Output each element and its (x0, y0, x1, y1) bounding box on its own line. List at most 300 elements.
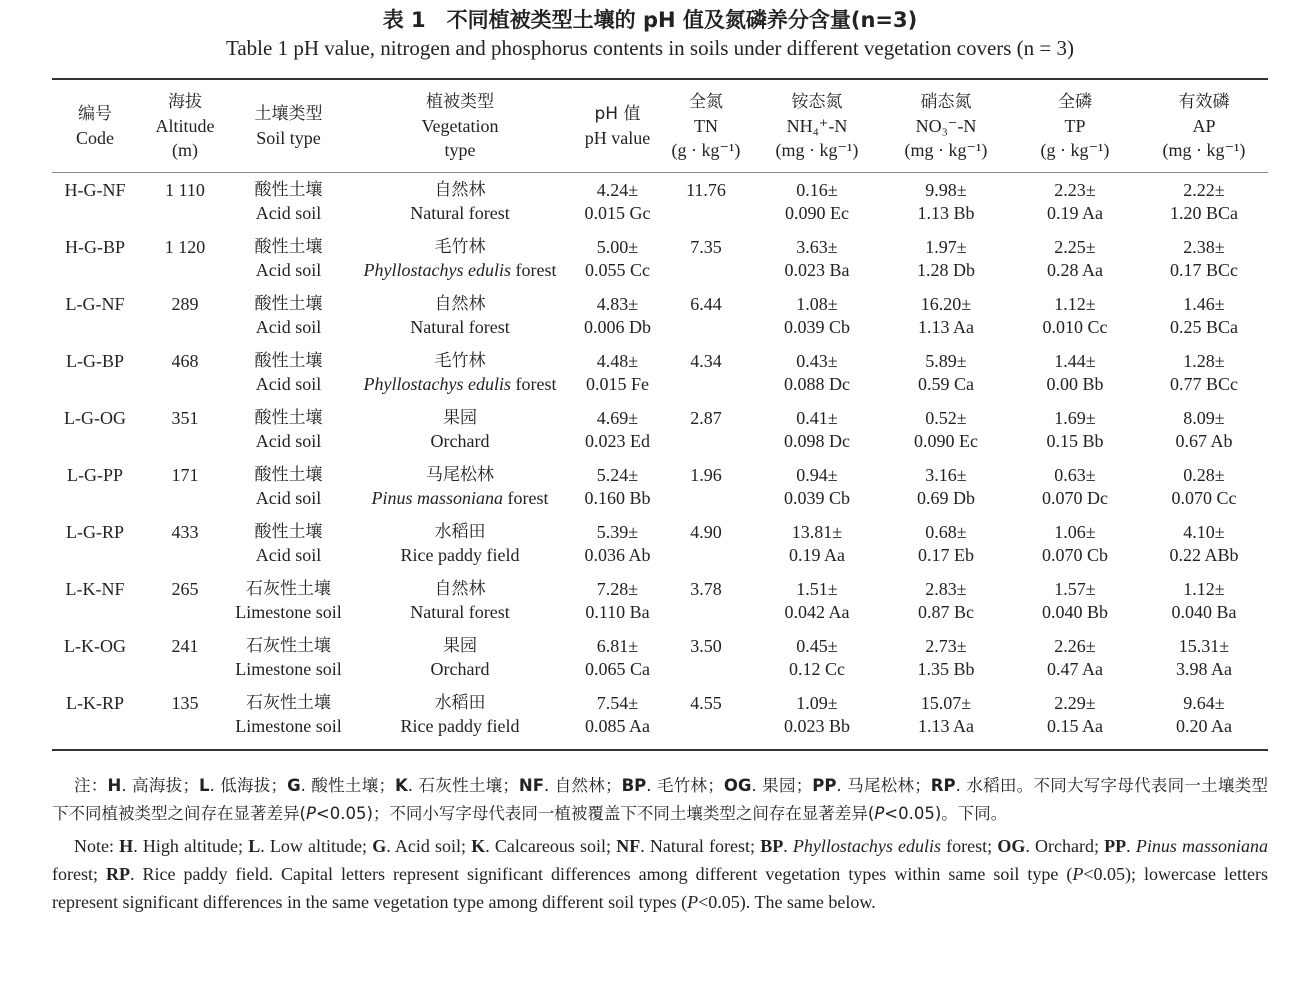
cell-ap1: 8.09± (1183, 408, 1225, 428)
cell-nh2: 0.088 Dc (784, 374, 850, 394)
cell-no1: 1.97± (925, 237, 967, 257)
vegetation-en (345, 316, 575, 339)
table-cell (1140, 236, 1268, 293)
cell-tn: 4.90 (690, 522, 722, 542)
table-cell (345, 407, 575, 464)
cell-code: H-G-NF (64, 180, 126, 200)
cell-code: L-G-OG (64, 408, 126, 428)
cell-alt: 265 (171, 579, 199, 599)
table-cell (882, 464, 1010, 521)
vegetation-cn: 自然林 (434, 579, 486, 599)
cell-soil_cn: 酸性土壤 (254, 465, 323, 485)
column-header (882, 80, 1010, 172)
vegetation-en-text: forest (511, 374, 557, 394)
table-cell (232, 635, 345, 692)
cell-nh1: 0.45± (796, 636, 838, 656)
vegetation-en-text: Rice paddy field (400, 545, 520, 565)
cell-ap1: 2.22± (1183, 180, 1225, 200)
cell-no1: 2.83± (925, 579, 967, 599)
note-segment: Note: (74, 836, 120, 856)
cell-ph2: 0.036 Ab (584, 545, 651, 565)
vegetation-en-text: Natural forest (410, 602, 510, 622)
table-cell (660, 521, 752, 578)
column-header (1140, 80, 1268, 172)
note-segment: P (687, 892, 699, 912)
cell-no2: 1.28 Db (917, 260, 975, 280)
cell-ph1: 4.48± (596, 351, 639, 371)
cell-tp1: 1.12± (1054, 294, 1096, 314)
table-cell (52, 464, 138, 521)
cell-soil_cn: 石灰性土壤 (246, 693, 331, 713)
note-segment: K (471, 836, 486, 856)
table-cell (1010, 635, 1140, 692)
note-segment: BP (621, 776, 647, 795)
bottom-rule (52, 749, 1268, 751)
vegetation-en-text: Orchard (430, 431, 490, 451)
cell-ap2: 0.22 ABb (1169, 545, 1239, 565)
vegetation-cn: 毛竹林 (434, 237, 486, 257)
cell-no1: 5.89± (925, 351, 967, 371)
cell-no2: 1.13 Bb (917, 203, 975, 223)
table-cell (232, 173, 345, 236)
table-row (52, 173, 1268, 236)
table-cell (232, 521, 345, 578)
cell-ap1: 9.64± (1183, 693, 1225, 713)
table-cell (1010, 521, 1140, 578)
column-header (752, 80, 882, 172)
header-cn: 铵态氮 (791, 92, 843, 112)
table-cell (1140, 350, 1268, 407)
cell-tp2: 0.010 Cc (1042, 317, 1108, 337)
cell-no1: 0.68± (925, 522, 967, 542)
table-cell (575, 578, 660, 635)
note-segment: . (1126, 836, 1136, 856)
cell-no1: 2.73± (925, 636, 967, 656)
table-cell (1010, 692, 1140, 749)
table-cell (52, 293, 138, 350)
table-cell (232, 350, 345, 407)
cell-tn: 2.87 (690, 408, 722, 428)
table-cell (345, 293, 575, 350)
cell-tp1: 2.25± (1054, 237, 1096, 257)
table-cell (138, 464, 232, 521)
cell-soil_cn: 酸性土壤 (254, 237, 323, 257)
note-segment: OG (723, 776, 752, 795)
species-name: Phyllostachys edulis (363, 374, 511, 394)
cell-soil_en: Acid soil (255, 374, 322, 394)
cell-tp1: 2.26± (1054, 636, 1096, 656)
cell-soil_cn: 石灰性土壤 (246, 636, 331, 656)
cell-nh2: 0.023 Bb (783, 716, 850, 736)
species-name: Pinus massoniana (371, 488, 504, 508)
cell-ph1: 4.24± (596, 180, 639, 200)
cell-alt: 171 (171, 465, 199, 485)
table-cell (575, 692, 660, 749)
cell-no2: 0.090 Ec (914, 431, 978, 451)
note-segment: . 自然林； (543, 776, 622, 795)
cell-no2: 0.69 Db (917, 488, 975, 508)
vegetation-en-text: forest (511, 260, 557, 280)
table-cell (575, 293, 660, 350)
header-en: Soil type (256, 128, 321, 148)
table-cell (138, 635, 232, 692)
column-header (575, 80, 660, 172)
cell-alt: 289 (171, 294, 199, 314)
column-header (138, 80, 232, 172)
vegetation-en (345, 601, 575, 624)
table-cell (138, 173, 232, 236)
note-segment: . 毛竹林； (646, 776, 724, 795)
cell-no2: 1.35 Bb (917, 659, 975, 679)
column-header (345, 80, 575, 172)
cell-ap1: 1.46± (1183, 294, 1225, 314)
cell-tp1: 0.63± (1054, 465, 1096, 485)
cell-tp1: 1.44± (1054, 351, 1096, 371)
cell-ph2: 0.055 Cc (585, 260, 650, 280)
vegetation-en (345, 202, 575, 225)
table-cell (752, 635, 882, 692)
cell-tp2: 0.15 Bb (1046, 431, 1104, 451)
note-segment: K (394, 776, 408, 795)
column-header (232, 80, 345, 172)
cell-ap1: 15.31± (1178, 636, 1230, 656)
cell-ph2: 0.015 Fe (586, 374, 649, 394)
cell-nh1: 1.08± (796, 294, 838, 314)
note-segment: . (783, 836, 793, 856)
cell-alt: 1 120 (164, 237, 206, 257)
header-cn: 植被类型 (426, 92, 494, 112)
table-cell (232, 293, 345, 350)
cell-tp2: 0.47 Aa (1047, 659, 1103, 679)
note-segment: NF (518, 776, 544, 795)
cell-nh1: 1.51± (796, 579, 838, 599)
cell-ph1: 6.81± (596, 636, 639, 656)
cell-soil_cn: 酸性土壤 (254, 294, 323, 314)
table-cell (752, 173, 882, 236)
note-segment: . Rice paddy field. Capital letters represent significant differences among different vegetation types within same soil type ( (130, 864, 1073, 884)
vegetation-en (345, 658, 575, 681)
cell-tn: 4.55 (690, 693, 722, 713)
cell-no2: 1.13 Aa (918, 317, 974, 337)
cell-tn: 3.50 (690, 636, 722, 656)
vegetation-cn: 水稻田 (434, 693, 486, 713)
cell-soil_en: Acid soil (255, 431, 322, 451)
vegetation-cn: 毛竹林 (434, 351, 486, 371)
data-table (52, 78, 1268, 751)
note-segment: . 石灰性土壤； (407, 776, 519, 795)
header-cn: 硝态氮 (920, 92, 972, 112)
note-segment: 注： (74, 776, 108, 795)
table-cell (575, 635, 660, 692)
column-header (52, 80, 138, 172)
cell-ph2: 0.023 Ed (585, 431, 650, 451)
table-cell (138, 521, 232, 578)
cell-alt: 1 110 (165, 180, 205, 200)
note-segment: G (287, 776, 301, 795)
vegetation-en-text: Natural forest (410, 317, 510, 337)
cell-code: L-G-PP (66, 465, 123, 485)
table-cell (232, 236, 345, 293)
note-segment: . 低海拔； (209, 776, 288, 795)
vegetation-cn: 果园 (443, 408, 477, 428)
cell-soil_cn: 酸性土壤 (254, 522, 323, 542)
vegetation-en-text: Natural forest (410, 203, 510, 223)
table-cell (1140, 293, 1268, 350)
table-cell (575, 173, 660, 236)
table-cell (345, 464, 575, 521)
cell-ap2: 0.070 Cc (1171, 488, 1237, 508)
vegetation-en (345, 259, 575, 282)
cell-alt: 468 (171, 351, 199, 371)
table-row (52, 692, 1268, 749)
vegetation-cn: 果园 (443, 636, 477, 656)
table-cell (660, 350, 752, 407)
cell-ap2: 0.20 Aa (1176, 716, 1232, 736)
table-cell (752, 521, 882, 578)
header-cn: 全氮 (689, 92, 723, 112)
cell-no1: 0.52± (925, 408, 967, 428)
table-row (52, 578, 1268, 635)
cell-soil_en: Limestone soil (235, 602, 342, 622)
table-cell (52, 521, 138, 578)
table-cell (752, 692, 882, 749)
cell-tp1: 1.69± (1054, 408, 1096, 428)
table-cell (1010, 293, 1140, 350)
note-segment: . Low altitude; (260, 836, 373, 856)
header-cn: 海拔 (168, 92, 202, 112)
note-segment: Phyllostachys edulis (792, 836, 942, 856)
cell-alt: 351 (171, 408, 199, 428)
note-segment: NF (616, 836, 641, 856)
note-segment: <0.05)；不同小写字母代表同一植被覆盖下不同土壤类型之间存在显著差异( (315, 804, 875, 823)
table-cell (138, 236, 232, 293)
cell-tp2: 0.15 Aa (1047, 716, 1103, 736)
cell-no2: 0.87 Bc (918, 602, 974, 622)
table-cell (52, 236, 138, 293)
note-segment: forest; (941, 836, 998, 856)
table-cell (345, 350, 575, 407)
cell-nh1: 13.81± (791, 522, 843, 542)
vegetation-cn: 自然林 (434, 294, 486, 314)
cell-nh1: 0.41± (796, 408, 838, 428)
cell-ph1: 7.54± (596, 693, 639, 713)
header-unit: (mg · kg⁻¹) (1162, 140, 1246, 160)
table-cell (52, 578, 138, 635)
cell-tp2: 0.040 Bb (1041, 602, 1108, 622)
table-cell (138, 692, 232, 749)
header-cn: 全磷 (1058, 92, 1092, 112)
table-cell (345, 521, 575, 578)
table-cell (882, 407, 1010, 464)
cell-soil_en: Acid soil (255, 260, 322, 280)
table-cell (52, 173, 138, 236)
cell-nh2: 0.19 Aa (789, 545, 845, 565)
cell-nh1: 0.94± (796, 465, 838, 485)
table-cell (138, 578, 232, 635)
table-cell (660, 293, 752, 350)
vegetation-en (345, 430, 575, 453)
table-cell (345, 236, 575, 293)
table-cell (52, 350, 138, 407)
note-segment: . 高海拔； (121, 776, 199, 795)
note-segment: G (372, 836, 387, 856)
table-cell (752, 293, 882, 350)
table-cell (1010, 407, 1140, 464)
cell-no2: 0.59 Ca (918, 374, 974, 394)
table-cell (882, 692, 1010, 749)
cell-tp1: 1.57± (1054, 579, 1096, 599)
header-cn: 有效磷 (1178, 92, 1230, 112)
cell-no1: 16.20± (920, 294, 972, 314)
table-cell (752, 578, 882, 635)
cell-soil_en: Acid soil (255, 545, 322, 565)
note-cn (52, 772, 1268, 828)
cell-nh1: 1.09± (796, 693, 838, 713)
cell-ap2: 0.77 BCc (1169, 374, 1238, 394)
vegetation-en-text: forest (503, 488, 549, 508)
table-cell (1140, 464, 1268, 521)
table-title-cn: 表 1 不同植被类型土壤的 pH 值及氮磷养分含量(n=3) (382, 8, 918, 32)
table-cell (660, 407, 752, 464)
cell-code: L-K-RP (66, 693, 124, 713)
note-segment: . Calcareous soil; (485, 836, 617, 856)
table-cell (138, 293, 232, 350)
cell-ap1: 2.38± (1183, 237, 1225, 257)
cell-no2: 1.13 Aa (918, 716, 974, 736)
cell-tp1: 1.06± (1054, 522, 1096, 542)
table-title-en: Table 1 pH value, nitrogen and phosphorus contents in soils under different vegetation covers (n = 3) (225, 36, 1075, 60)
table-cell (345, 692, 575, 749)
header-unit: (g · kg⁻¹) (1040, 140, 1110, 160)
note-segment: . Natural forest; (640, 836, 761, 856)
note-segment: <0.05). The same below. (698, 892, 876, 912)
header-en: NH₄⁺-N (786, 116, 848, 136)
cell-no2: 0.17 Eb (918, 545, 974, 565)
note-segment: RP (930, 776, 956, 795)
header-cn: pH 值 (594, 104, 641, 124)
header-unit: (mg · kg⁻¹) (775, 140, 859, 160)
cell-code: L-K-NF (65, 579, 125, 599)
note-segment: . Acid soil; (386, 836, 472, 856)
cell-soil_en: Acid soil (255, 203, 322, 223)
cell-tn: 1.96 (690, 465, 722, 485)
cell-tp2: 0.070 Cb (1041, 545, 1108, 565)
note-segment: Pinus massoniana (1135, 836, 1269, 856)
header-unit: type (444, 140, 476, 160)
vegetation-en (345, 544, 575, 567)
note-segment: forest; (52, 864, 107, 884)
cell-ph2: 0.160 Bb (584, 488, 651, 508)
table-cell (1010, 236, 1140, 293)
table-cell (882, 578, 1010, 635)
vegetation-en-text: Orchard (430, 659, 490, 679)
table-cell (52, 692, 138, 749)
table-cell (575, 407, 660, 464)
header-cn: 编号 (78, 104, 112, 124)
cell-ph2: 0.015 Gc (584, 203, 651, 223)
note-segment: . High altitude; (133, 836, 249, 856)
cell-no1: 15.07± (920, 693, 972, 713)
table-row (52, 635, 1268, 692)
table-cell (138, 350, 232, 407)
note-segment: . 马尾松林； (836, 776, 931, 795)
table-cell (52, 635, 138, 692)
vegetation-en-text: Rice paddy field (400, 716, 520, 736)
cell-soil_cn: 石灰性土壤 (246, 579, 331, 599)
cell-ph2: 0.085 Aa (585, 716, 650, 736)
table-cell (660, 635, 752, 692)
table-cell (752, 407, 882, 464)
cell-ph2: 0.006 Db (584, 317, 651, 337)
table-row (52, 407, 1268, 464)
table-cell (345, 578, 575, 635)
cell-code: L-G-NF (65, 294, 125, 314)
cell-ph1: 5.39± (596, 522, 639, 542)
note-segment: . 果园； (751, 776, 813, 795)
header-en: AP (1192, 116, 1216, 136)
table-cell (660, 173, 752, 236)
header-en: Altitude (155, 116, 215, 136)
cell-tn: 3.78 (690, 579, 722, 599)
table-cell (882, 236, 1010, 293)
note-segment: PP (1104, 836, 1127, 856)
note-segment: <0.05)。下同。 (884, 804, 1008, 823)
cell-nh2: 0.098 Dc (784, 431, 850, 451)
note-segment: H (107, 776, 122, 795)
cell-ph1: 7.28± (596, 579, 639, 599)
table-cell (752, 350, 882, 407)
cell-ap2: 0.040 Ba (1171, 602, 1237, 622)
table-cell (575, 521, 660, 578)
cell-ap1: 4.10± (1183, 522, 1225, 542)
cell-soil_cn: 酸性土壤 (254, 408, 323, 428)
table-cell (138, 407, 232, 464)
vegetation-en (345, 373, 575, 396)
table-cell (752, 236, 882, 293)
cell-nh2: 0.023 Ba (784, 260, 850, 280)
cell-nh2: 0.12 Cc (789, 659, 845, 679)
vegetation-en (345, 715, 575, 738)
table-notes (52, 772, 1268, 916)
table-row (52, 236, 1268, 293)
table-cell (1140, 521, 1268, 578)
table-row (52, 464, 1268, 521)
table-cell (882, 635, 1010, 692)
header-en: TP (1064, 116, 1086, 136)
table-cell (1140, 692, 1268, 749)
cell-alt: 433 (171, 522, 199, 542)
cell-ap2: 3.98 Aa (1176, 659, 1232, 679)
column-header (660, 80, 752, 172)
table-cell (660, 464, 752, 521)
vegetation-cn: 自然林 (434, 180, 486, 200)
cell-soil_en: Acid soil (255, 488, 322, 508)
table-row (52, 350, 1268, 407)
header-unit: (mg · kg⁻¹) (904, 140, 988, 160)
cell-ap1: 1.28± (1183, 351, 1225, 371)
table-cell (1140, 635, 1268, 692)
cell-tp2: 0.00 Bb (1046, 374, 1104, 394)
cell-nh1: 0.16± (796, 180, 838, 200)
table-cell (882, 293, 1010, 350)
cell-soil_en: Acid soil (255, 317, 322, 337)
cell-code: L-G-BP (66, 351, 124, 371)
note-segment: <0.05); lowercase letters represent significant differences in the same vegetation type among different soil types ( (52, 864, 1269, 912)
header-en: Code (76, 128, 114, 148)
cell-tn: 4.34 (690, 351, 722, 371)
table-cell (1140, 173, 1268, 236)
cell-soil_cn: 酸性土壤 (254, 351, 323, 371)
